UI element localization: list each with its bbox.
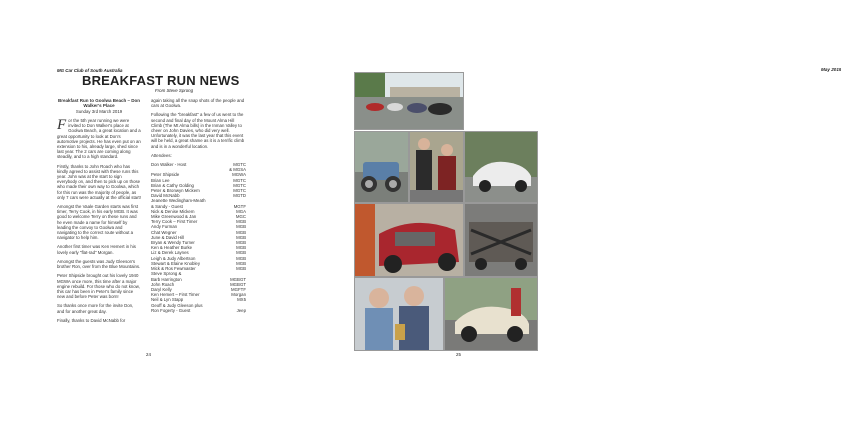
attendee-car: MGBGT xyxy=(230,281,246,287)
attendee-name: Brian Lee xyxy=(151,177,170,183)
attendee-name: Stewart & Elaine Knobley xyxy=(151,260,201,266)
article-paragraph xyxy=(57,244,141,254)
paragraph-text: or the 5th year running we were invited to Don Walker's place at Goolwa Beach, a great location and a great opportunity to look at Don's automotive projects. He has even put on an extension to his, already large, shed since last year. The 2 cars are coming along steadily, and to a high standard. xyxy=(57,118,141,160)
article-paragraph xyxy=(57,303,141,313)
attendee-name: Steve Sprong & xyxy=(151,271,182,277)
attendee-name: Nick & Denise Mickem xyxy=(151,208,195,214)
article-paragraph xyxy=(57,118,141,160)
attendee-car: MGB xyxy=(236,260,246,266)
attendee-name: Chat Wegner xyxy=(151,229,177,235)
attendee-car: Morgan xyxy=(231,292,246,298)
right-page xyxy=(300,0,841,424)
attendee-name: June & David Hill xyxy=(151,234,185,240)
attendee-name: Mick & Ros Fewmaster xyxy=(151,266,196,272)
attendee-name: Jeanette Wedingham-Meath xyxy=(151,198,206,204)
attendee-name: Ken Hemert – First Timer xyxy=(151,292,200,298)
attendee-car: MGTC xyxy=(233,177,246,183)
photo-blue-vintage-car xyxy=(354,131,409,203)
article-paragraph xyxy=(57,273,141,299)
attendee-car: MGTD xyxy=(233,193,246,199)
newsletter-title: BREAKFAST RUN NEWS xyxy=(82,73,240,88)
attendee-car: MGB xyxy=(236,219,246,225)
attendee-car: MGB xyxy=(236,255,246,261)
article-paragraph xyxy=(57,318,141,323)
issue-month: May 2019 xyxy=(821,67,841,72)
attendee-car: MGB xyxy=(236,266,246,272)
paragraph-text: Amongst the Vaale Garden starts was first timer, Terry Cook, in his early MGB. It was good to welcome Terry on these runs and he even made a name for himself by leading the convoy to Goolwa and navigating to the correct route without a navigator to help him. xyxy=(57,204,139,241)
attendee-car: MGA xyxy=(236,208,246,214)
article-paragraph xyxy=(57,164,141,200)
article-heading: Breakfast Run to Goolwa Beach – Don Walker's Place xyxy=(57,98,140,109)
club-name: MG Car Club of South Australia xyxy=(57,68,123,73)
attendee-name: Daryl Kelly xyxy=(151,286,172,292)
attendee-car: Jeep xyxy=(236,307,246,313)
attendee-name: Peter Shipside xyxy=(151,172,180,178)
attendee-car: MGB xyxy=(236,240,246,246)
attendee-car: & MGSA xyxy=(229,167,246,173)
left-page xyxy=(0,0,300,424)
attendee-name: & Sandy - Guest xyxy=(151,203,183,209)
attendee-name: Geoff & Judy Gleeson plus xyxy=(151,302,203,308)
attendee-car: MGTF xyxy=(233,203,246,209)
attendee-car: MGB xyxy=(236,245,246,251)
page-number-right: 25 xyxy=(456,352,461,357)
attendee-name: Mike Greenwood & Jan xyxy=(151,214,197,220)
attendee-car: MGC xyxy=(235,214,246,220)
article-column-1 xyxy=(57,98,141,327)
attendee-name: Don Walker - Host xyxy=(151,162,187,168)
photo-two-men xyxy=(409,131,464,203)
attendee-name: Neil & Lyn Stapp xyxy=(151,297,184,303)
attendee-name: Bryan & Wendy Turner xyxy=(151,240,195,246)
attendee-car: MGB xyxy=(236,229,246,235)
attendee-name: Andy Furman xyxy=(151,224,178,230)
photo-chassis-workshop xyxy=(464,203,538,277)
attendee-name: Liz & Derek Laynes xyxy=(151,250,189,256)
attendee-car: MGTC xyxy=(233,162,246,168)
article-paragraph: again taking all the snap shots of the people and cars at Goolwa. xyxy=(151,98,245,109)
attendee-name: John Roach xyxy=(151,281,175,287)
photo-white-sports-car xyxy=(464,131,538,203)
article-paragraph xyxy=(57,259,141,269)
attendee-name: Ken & Heather Burke xyxy=(151,245,193,251)
photo-cream-roadster xyxy=(444,277,538,351)
paragraph-text: Finally, thanks to David McNabb for xyxy=(57,317,126,323)
attendee-name: David McNabb xyxy=(151,193,180,199)
attendee-car: MGB xyxy=(236,250,246,256)
article-body-1 xyxy=(57,118,141,323)
drop-cap: F xyxy=(57,117,67,134)
attendee-name: Ron Fogerty - Guest xyxy=(151,307,191,313)
paragraph-text: Firstly, thanks to John Roach who has kindly agreed to assist with these runs this year. John was at the start to sign everybody on, and then to pick up on those who made their own way to Goolwa, which for this run was the majority of people, as only 7 cars were actually at the official start! xyxy=(57,163,141,200)
attendee-car: MGBGT xyxy=(230,276,246,282)
paragraph-text: Another first timer was Ken Hemert in his lovely early "flat-rad" Morgan. xyxy=(57,244,136,255)
attendee-name: Brian & Cathy Golding xyxy=(151,182,194,188)
attendee-name: Peter & Bronwyn Mickem xyxy=(151,188,200,194)
attendees-heading: Attendees: xyxy=(151,152,172,158)
paragraph-text: Amongst the guests was Judy Gleeson's brother Ron, over from the Blue Mountains. xyxy=(57,258,141,270)
article-paragraph xyxy=(57,204,141,240)
photo-red-car-engine xyxy=(354,203,464,277)
article-date: Sunday 3rd March 2019 xyxy=(75,108,123,114)
attendee-name: Leigh & Judy Albertson xyxy=(151,255,196,261)
photo-two-men-smiling xyxy=(354,277,444,351)
paragraph-text: Peter Shipside brought out his lovely 1940 MGWA once more, this time after a major engine rebuild. For those who do not know, this car has been in Peter's family since new and before Peter was born! xyxy=(57,273,140,300)
attendee-car: MX5 xyxy=(237,297,246,303)
attendee-car: MGTC xyxy=(233,182,246,188)
attendee-row xyxy=(151,308,246,313)
attendee-car: MGWA xyxy=(232,172,246,178)
attendee-list xyxy=(151,162,246,313)
article-paragraph: Following the "breakfast" a few of us went to the second and final day of the Mount Alma Hill Climb (The Mt Alma bills) in the Inman Valley to cheer on John Davies, who did very well. Unfortunately, it was the last year that this event will be held, a great shame as it is a terrific climb and is in a wonderful location. xyxy=(151,112,245,149)
photo-cars-parked xyxy=(354,72,464,130)
paragraph-text: So thanks once more for the invite Don, and for another great day. xyxy=(57,303,134,314)
attendee-name: Terry Cook – First Timer xyxy=(151,219,198,225)
attendee-name: Barb Harrington xyxy=(151,276,182,282)
attendee-car: MGB xyxy=(236,234,246,240)
article-column-2 xyxy=(151,98,246,313)
article-body-2 xyxy=(151,98,246,149)
attendee-car: MGFTF xyxy=(231,286,246,292)
attendee-car: MGTC xyxy=(233,188,246,194)
page-number-left: 24 xyxy=(146,352,151,357)
author-line: From Steve Sprong xyxy=(155,88,194,93)
attendee-car: MGB xyxy=(236,224,246,230)
